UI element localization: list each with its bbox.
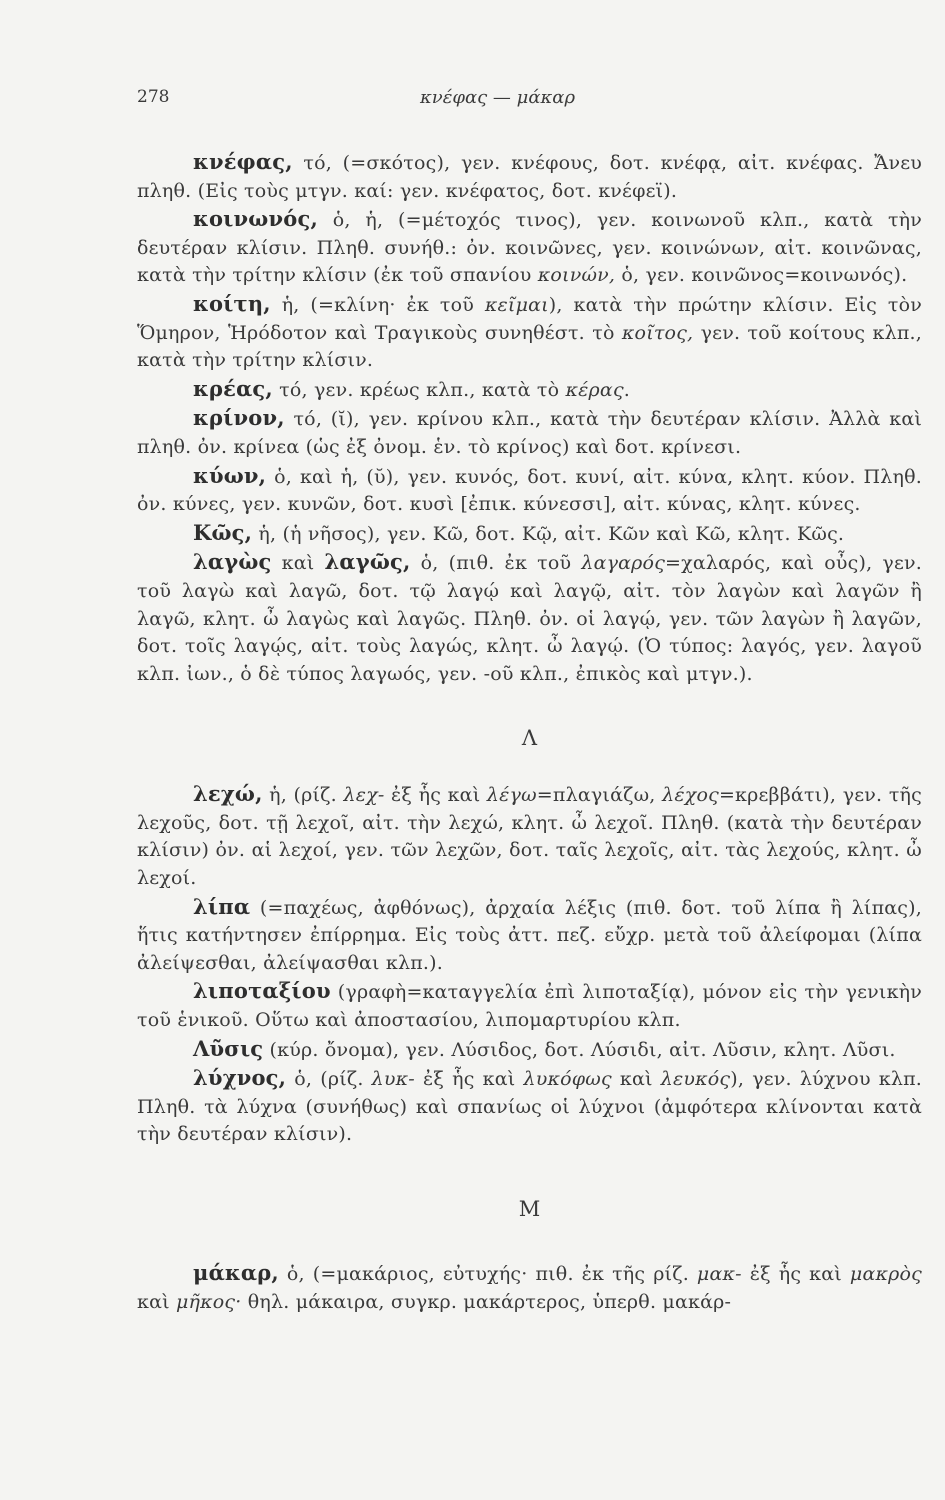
entry-text: τό, (ῐ), γεν. κρίνου κλπ., κατὰ τὴν δευτέραν κλίσιν. Ἀλλὰ καὶ πληθ. ὀν. κρίνεα (ὡς ἐξ ὀνομ. ἑν. τὸ κρίνος) καὶ δοτ. κρίνεσι. (137, 408, 922, 458)
entry-lipa (137, 893, 922, 978)
entry-italic: λευκός (660, 1068, 731, 1091)
entry-text: ἡ, (ἡ νῆσος), γεν. Κῶ, δοτ. Κῷ, αἰτ. Κῶν καὶ Κῶ, κλητ. Κῶς. (252, 522, 845, 545)
entry-text: =κρεββάτι), γεν. τῆς λεχοῦς, δοτ. τῇ λεχοῖ, αἰτ. τὴν λεχώ, κλητ. ὦ λεχοῖ. Πληθ. (κατὰ τὴν δευτέραν κλίσιν) ὀν. αἱ λεχοί, γεν. τῶν λεχῶν, δοτ. ταῖς λεχοῖς, αἰτ. τὰς λεχούς, κλητ. ὦ λεχοί. (137, 784, 922, 890)
lemma: λαγῶς, (324, 549, 411, 575)
entry-text: ὁ, γεν. κοινῶνος=κοινωνός). (615, 264, 908, 287)
entry-italic: λεχ- (343, 784, 385, 807)
section-letter-mu: Μ (518, 1197, 541, 1221)
lemma: κύων, (193, 462, 267, 488)
entry-text: ὁ, καὶ ἡ, (ῠ), γεν. κυνός, δοτ. κυνί, αἰτ. κύνα, κλητ. κύον. Πληθ. ὀν. κύνες, γεν. κυνῶν, δοτ. κυσὶ [ἐπικ. κύνεσσι], αἰτ. κύνας, κλητ. κύνες. (137, 465, 922, 516)
entry-knefas (137, 148, 922, 205)
lemma: κρίνον, (193, 405, 285, 431)
page-number: 278 (137, 87, 170, 107)
lemma: κοινωνός, (193, 206, 318, 232)
entry-text: =χαλαρός, καὶ οὖς), γεν. τοῦ λαγὼ καὶ λαγῶ, δοτ. τῷ λαγῴ καὶ λαγῷ, αἰτ. τὸν λαγὼν καὶ λαγῶν ἢ λαγῶ, κλητ. ὦ λαγὼς καὶ λαγῶς. Πληθ. ὀν. οἱ λαγῴ, γεν. τῶν λαγὼν ἢ λαγῶν, δοτ. τοῖς λαγῴς, αἰτ. τοὺς λαγώς, κλητ. ὦ λαγῴ. (Ὁ τύπος: λαγός, γεν. λαγοῦ κλπ. ἰων., ὁ δὲ τύπος λαγωός, γεν. -οῦ κλπ., ἐπικὸς καὶ μτγν.). (137, 552, 923, 685)
entry-italic: κοινών, (537, 264, 616, 287)
entry-italic: λέγω (486, 784, 537, 807)
page-body (137, 148, 922, 1316)
entry-lychnos (137, 1064, 922, 1149)
entry-text: γεν. τοῦ κοίτους κλπ., κατὰ τὴν τρίτην κλίσιν. (137, 321, 922, 372)
running-title: κνέφας — μάκαρ (419, 87, 576, 108)
entry-text: καὶ (611, 1068, 661, 1091)
entry-italic: κεῖμαι (484, 293, 549, 316)
entry-text: ἡ, (=κλίνη· ἐκ τοῦ (270, 293, 485, 316)
entry-italic: λυκόφως (523, 1068, 612, 1091)
entry-text: ἐξ ἧς καὶ (741, 1263, 850, 1285)
entry-italic: κοῖτος, (621, 321, 694, 344)
lemma: κνέφας, (193, 149, 293, 174)
entry-italic: λαγαρός (581, 552, 666, 575)
entry-text: τό, γεν. κρέως κλπ., κατὰ τὸ (272, 378, 566, 401)
entry-italic: μῆκος· (176, 1290, 242, 1313)
entry-text: θηλ. μάκαιρα, συγκρ. μακάρτερος, ὑπερθ. μακάρ- (241, 1290, 732, 1313)
entry-text: (κύρ. ὄνομα), γεν. Λύσιδος, δοτ. Λύσιδι, αἰτ. Λῦσιν, κλητ. Λῦσι. (263, 1038, 896, 1061)
lemma: λεχώ, (193, 781, 263, 807)
entry-lecho (137, 780, 922, 892)
entry-text: τό, (=σκότος), γεν. κνέφους, δοτ. κνέφᾳ, αἰτ. κνέφας. Ἄνευ πληθ. (Εἰς τοὺς μτγν. καί: γεν. κνέφατος, δοτ. κνέφεϊ). (137, 152, 922, 202)
entry-italic: μακρὸς (849, 1263, 922, 1285)
entry-italic: κέρας (565, 378, 624, 401)
entry-lipotaxiou (137, 977, 922, 1034)
entry-italic: μακ- (696, 1263, 742, 1285)
lemma: λίπα (193, 893, 251, 919)
entry-lysis (137, 1035, 922, 1065)
lemma: κρέας, (193, 375, 273, 401)
entry-kreas (137, 375, 922, 405)
entry-text: (=παχέως, ἀφθόνως), ἀρχαία λέξις (πιθ. δοτ. τοῦ λίπα ἢ λίπας), ἥτις κατήντησεν ἐπίρρημα. Εἰς τοὺς ἀττ. πεζ. εὔχρ. μετὰ τοῦ ἀλείφομαι (λίπα ἀλείψεσθαι, ἀλείψασθαι κλπ.). (137, 896, 922, 974)
entry-koinonos (137, 205, 922, 290)
lemma: λαγὼς (193, 549, 272, 575)
lemma: κοίτη, (193, 290, 271, 316)
entry-text: ἡ, (ρίζ. (262, 784, 344, 807)
lemma: λύχνος, (193, 1065, 287, 1091)
entry-kyon (137, 462, 922, 519)
entry-kos (137, 519, 922, 549)
entry-text: καὶ (271, 552, 325, 575)
entry-italic: λέχος (662, 784, 719, 807)
entry-text: ὁ, (πιθ. ἐκ τοῦ (410, 552, 582, 575)
lemma: Λῦσις (193, 1035, 264, 1061)
entry-makar (137, 1259, 922, 1316)
entry-text: ἐξ ἧς καὶ (384, 784, 487, 807)
entry-text: ὁ, (ρίζ. (286, 1068, 372, 1091)
entry-lagos (137, 548, 922, 688)
lemma: μάκαρ, (193, 1260, 279, 1285)
entry-koite (137, 290, 922, 375)
section-letter-lambda: Λ (521, 726, 538, 751)
lemma: λιποταξίου (193, 978, 331, 1004)
entry-text: ὁ, ἡ, (=μέτοχός τινος), γεν. κοινωνοῦ κλπ., κατὰ τὴν δευτέραν κλίσιν. Πληθ. συνήθ.: ὀν. κοινῶνες, γεν. κοινώνων, αἰτ. κοινῶνας, κατὰ τὴν τρίτην κλίσιν (ἐκ τοῦ σπανίου (137, 209, 922, 287)
entry-krinon (137, 404, 922, 461)
entry-text: ἐξ ἧς καὶ (414, 1068, 524, 1091)
entry-text: =πλαγιάζω, (536, 784, 663, 807)
entry-text: ), γεν. λύχνου κλπ. Πληθ. τὰ λύχνα (συνήθως) καὶ σπανίως οἱ λύχνοι (ἀμφότερα κλίνονται κατὰ τὴν δευτέραν κλίσιν). (137, 1068, 923, 1146)
entry-text: (γραφὴ=καταγγελία ἐπὶ λιποταξίᾳ), μόνον εἰς τὴν γενικὴν τοῦ ἑνικοῦ. Οὕτω καὶ ἀποστασίου, λιπομαρτυρίου κλπ. (137, 981, 922, 1032)
entry-text: ὁ, (=μακάριος, εὐτυχής· πιθ. ἐκ τῆς ρίζ. (278, 1263, 697, 1285)
entry-text: . (623, 378, 631, 401)
entry-text: καὶ (137, 1290, 176, 1313)
entry-text: ), κατὰ τὴν πρώτην κλίσιν. Εἰς τὸν Ὅμηρον, Ἡρόδοτον καὶ Τραγικοὺς συνηθέστ. τὸ (137, 293, 922, 344)
entry-italic: λυκ- (371, 1068, 415, 1091)
lemma: Κῶς, (193, 519, 253, 545)
